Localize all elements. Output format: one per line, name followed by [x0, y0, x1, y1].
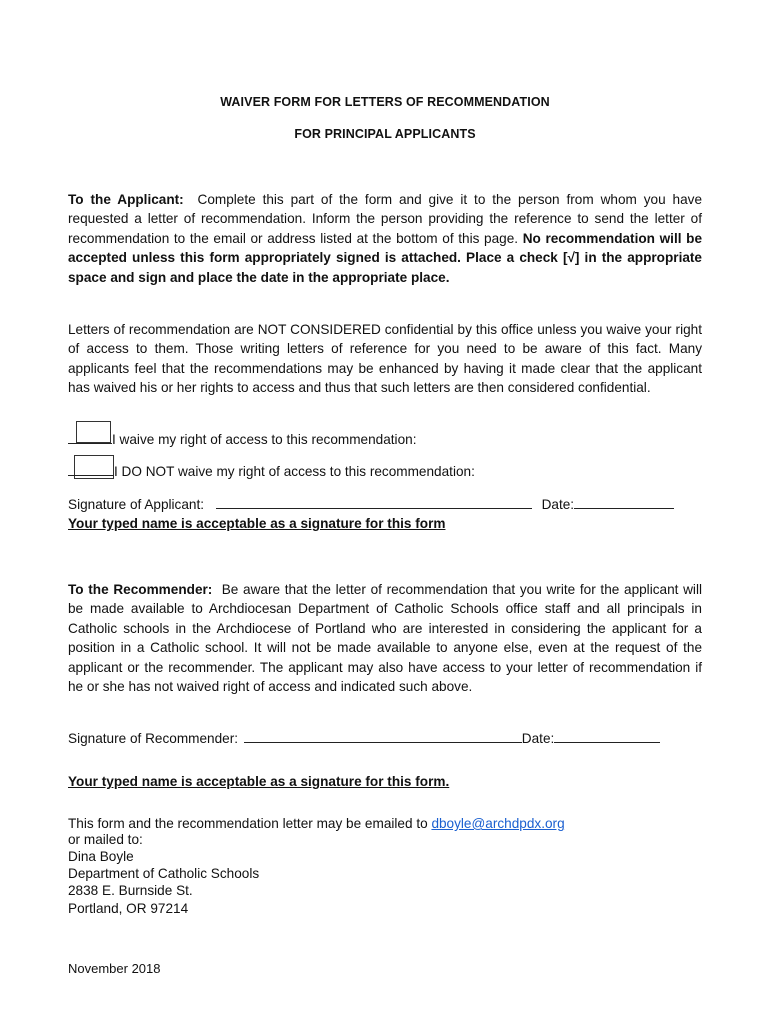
- confidentiality-paragraph: Letters of recommendation are NOT CONSIDERED confidential by this office unless you waive your right of access to them. Those writing letters of reference for you need to be aware of this fact. Many applicants feel that the recommendations may be enhanced by having it made clear that the applicant has waived his or her rights to access and thus that such letters are then considered confidential.: [68, 322, 702, 396]
- applicant-signature-field[interactable]: [216, 495, 532, 509]
- recommender-typed-name-note: Your typed name is acceptable as a signature for this form.: [68, 774, 450, 789]
- footer-date: November 2018: [68, 961, 161, 976]
- email-instruction-row: [68, 815, 565, 832]
- applicant-signature-row: [68, 495, 702, 514]
- recommender-signature-field[interactable]: [244, 729, 522, 743]
- waive-check-blank: [68, 430, 112, 444]
- waive-option-row: [68, 430, 416, 449]
- contact-name: Dina Boyle: [68, 849, 134, 864]
- form-title-line1: WAIVER FORM FOR LETTERS OF RECOMMENDATION: [220, 95, 550, 109]
- recommender-date-field[interactable]: [554, 729, 660, 743]
- contact-street: 2838 E. Burnside St.: [68, 883, 193, 898]
- waive-option-label: I waive my right of access to this recommendation:: [112, 432, 417, 447]
- not-waive-option-row: [68, 462, 475, 481]
- applicant-date-field[interactable]: [574, 495, 674, 509]
- form-title-line2: FOR PRINCIPAL APPLICANTS: [294, 127, 476, 141]
- recommender-signature-label: Signature of Recommender:: [68, 731, 239, 746]
- recommender-signature-row: [68, 729, 660, 748]
- applicant-signature-label: Signature of Applicant:: [68, 497, 205, 512]
- contact-department: Department of Catholic Schools: [68, 866, 260, 881]
- email-link[interactable]: dboyle@archdpdx.org: [431, 816, 565, 831]
- recommender-body-text: Be aware that the letter of recommendation that you write for the applicant will be made available to Archdiocesan Department of Catholic Schools office staff and all principals in Catholic schools in the Archdiocese of Portland who are interested in considering the applicant for a position in a Catholic school. It will not be made available to anyone else, even at the request of the applicant or the recommender. The applicant may also have access to your letter of recommendation if he or she has not waived right of access and indicated such above.: [68, 582, 702, 695]
- not-waive-option-label: I DO NOT waive my right of access to this recommendation:: [114, 464, 475, 479]
- not-waive-check-blank: [68, 462, 114, 476]
- applicant-intro-text: Complete this part of the form and give it to the person from whom you have requested a letter of recommendation. Inform the person providing the reference to send the letter of recommendation to the email or address listed at the bottom of this page.: [68, 192, 703, 246]
- recommender-instructions: [68, 580, 702, 696]
- email-intro-text: This form and the recommendation letter may be emailed to: [68, 816, 428, 831]
- recommender-heading: To the Recommender:: [68, 582, 213, 597]
- applicant-bold-notice: No recommendation will be accepted unless this form appropriately signed is attached. Place a check [√] in the appropriate space and sign and place the date in the appropriate place.: [68, 230, 702, 285]
- recommender-date-label: Date:: [521, 731, 555, 746]
- applicant-typed-name-note: Your typed name is acceptable as a signature for this form: [68, 516, 446, 531]
- applicant-instructions: [68, 190, 702, 287]
- mail-intro-text: or mailed to:: [68, 832, 143, 847]
- contact-city: Portland, OR 97214: [68, 901, 189, 916]
- applicant-heading: To the Applicant:: [68, 192, 184, 207]
- applicant-date-label: Date:: [541, 497, 575, 512]
